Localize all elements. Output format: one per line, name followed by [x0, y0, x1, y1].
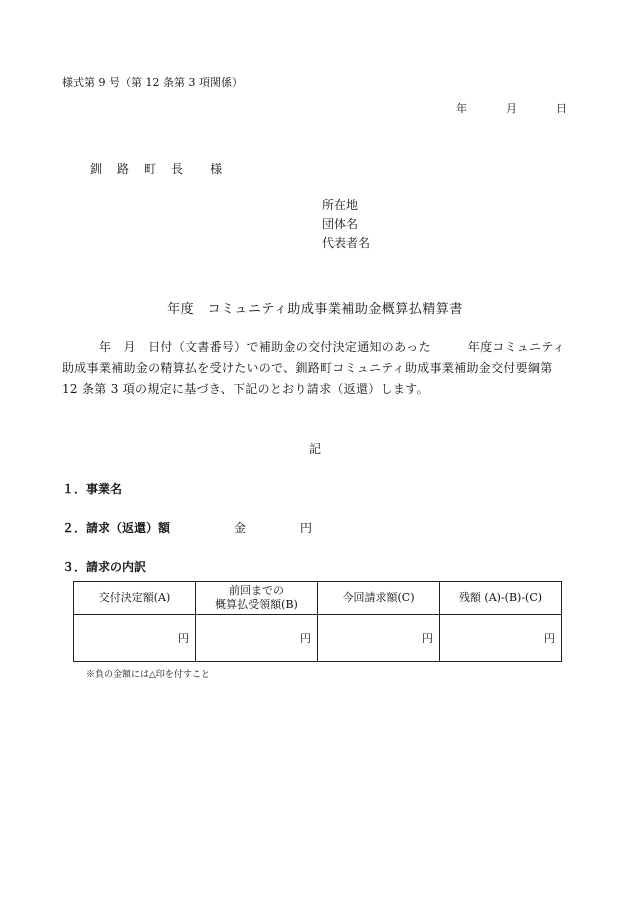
header-remaining: 残額 (A)-(B)-(C): [440, 582, 562, 615]
representative-label: 代表者名: [322, 236, 371, 250]
table-row: [74, 615, 562, 662]
table-header-row: [74, 582, 562, 615]
address-label: 所在地: [322, 198, 359, 212]
cell-decided-amount: 円: [74, 615, 196, 662]
document-title: 年度 コミュニティ助成事業補助金概算払精算書: [167, 302, 463, 317]
breakdown-table: [73, 581, 562, 662]
item-breakdown: ３．請求の内訳: [62, 560, 147, 574]
cell-current-request: 円: [318, 615, 440, 662]
cell-previous-received: 円: [196, 615, 318, 662]
item-project-name: １．事業名: [62, 482, 123, 496]
item-request-amount: [62, 519, 312, 536]
header-decided-amount: 交付決定額(A): [74, 582, 196, 615]
addressee-char: 町: [144, 162, 158, 176]
amount-yen-label: 円: [300, 521, 313, 535]
addressee-char: 路: [117, 162, 131, 176]
addressee-char: 長: [171, 162, 185, 176]
header-previous-received: 前回までの 概算払受領額(B): [196, 582, 318, 615]
date-day-label: 日: [556, 102, 567, 115]
date-year-label: 年: [456, 102, 467, 115]
footnote: ※負の金額には△印を付すこと: [86, 670, 210, 680]
date-month-label: 月: [506, 102, 517, 115]
header-current-request: 今回請求額(C): [318, 582, 440, 615]
body-paragraph: 年 月 日付（文書番号）で補助金の交付決定通知のあった 年度コミュニティ助成事業補助金の精算払を受けたいので、釧路町コミュニティ助成事業補助金交付要綱第 12 条第 3 項の規定に基づき、下記のとおり請求（返還）します。: [62, 340, 565, 396]
form-number: 様式第 9 号（第 12 条第 3 項関係）: [62, 76, 243, 89]
addressee: [90, 160, 223, 177]
group-name-label: 団体名: [322, 217, 359, 231]
cell-remaining: 円: [440, 615, 562, 662]
addressee-honorific: 様: [210, 162, 224, 176]
applicant-block: [322, 196, 370, 253]
ki-heading: 記: [308, 442, 321, 456]
amount-kin-label: 金: [234, 521, 247, 535]
addressee-char: 釧: [90, 162, 104, 176]
item-request-amount-label: ２．請求（返還）額: [62, 521, 171, 535]
